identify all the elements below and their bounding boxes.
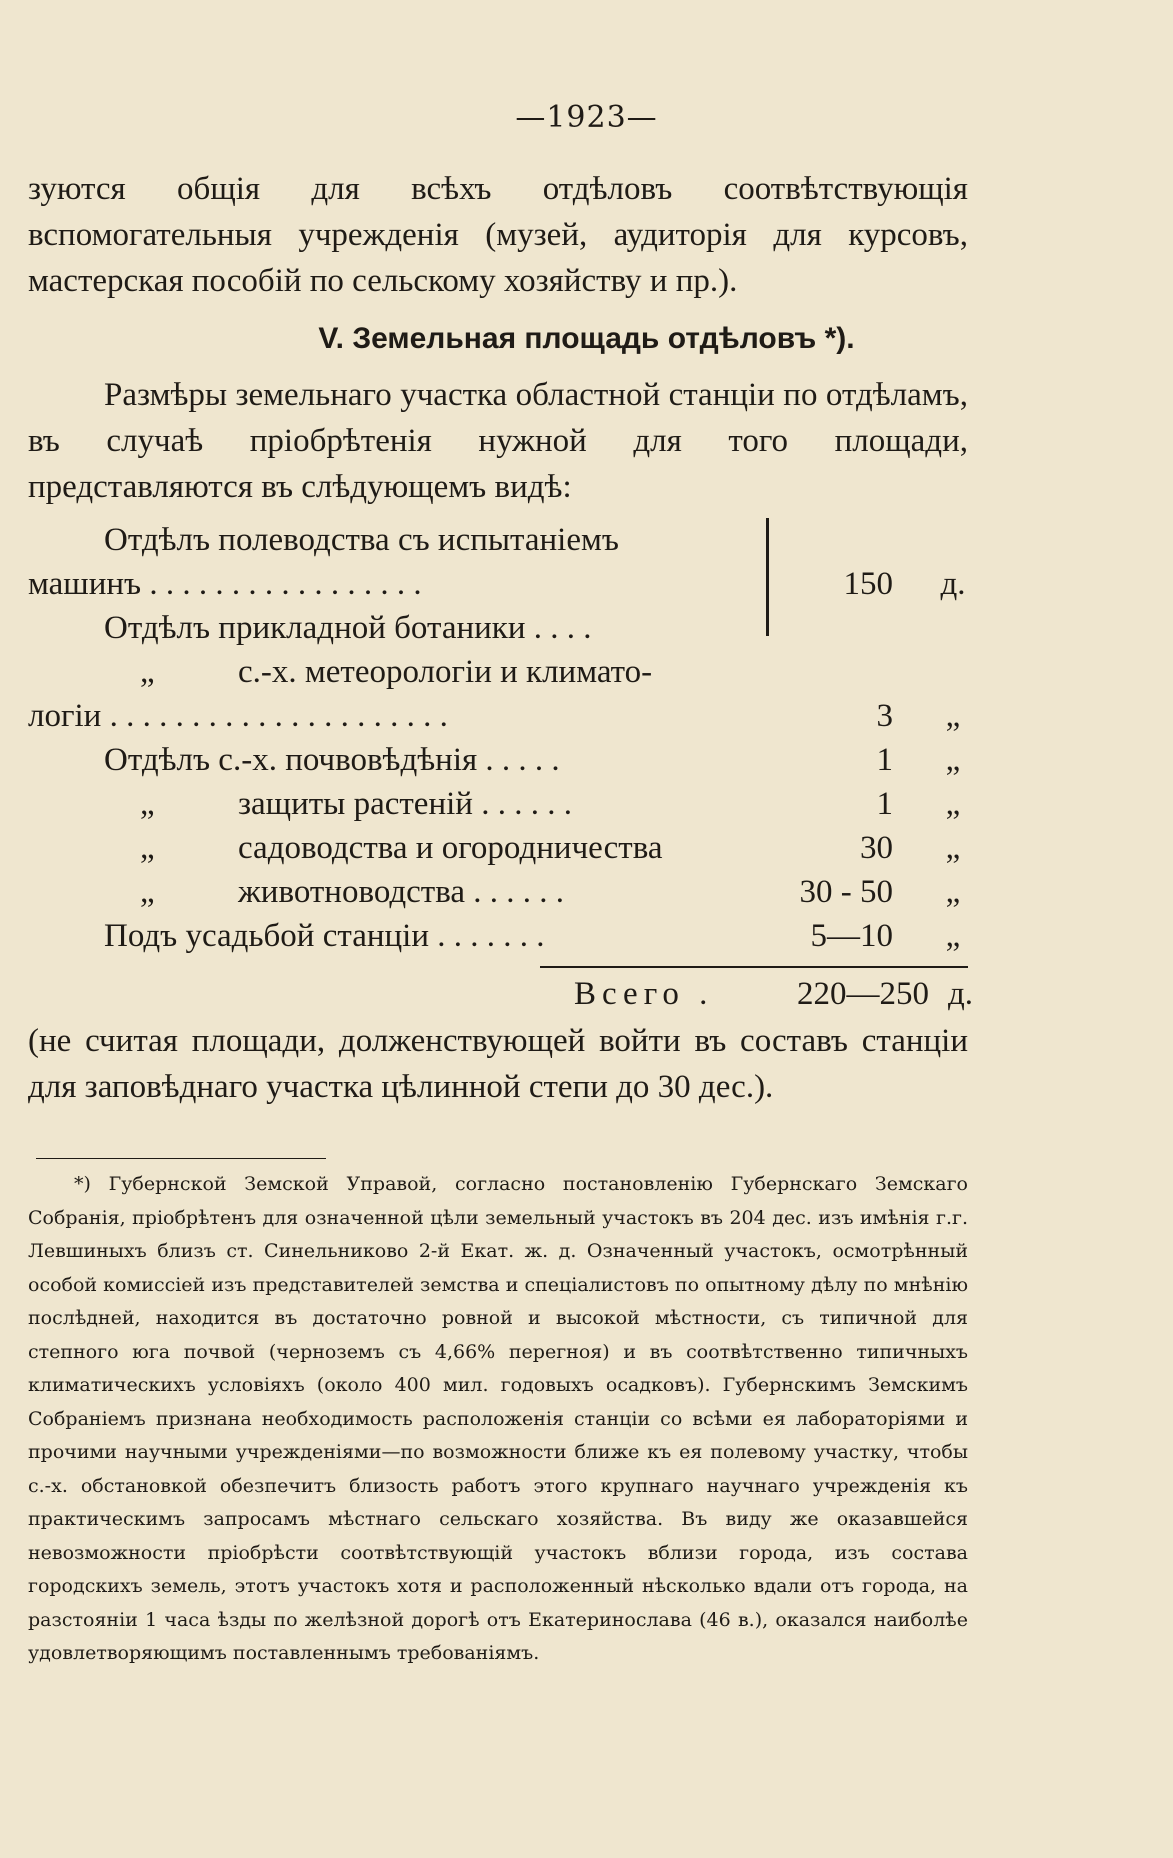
ditto-mark: „ <box>140 874 155 910</box>
row-unit: д. <box>940 566 966 602</box>
row-label: животноводства . . . . . . <box>238 874 565 910</box>
table-row <box>28 738 973 782</box>
total-amount: 220—250 <box>797 976 929 1012</box>
table-row <box>28 694 973 738</box>
table-row <box>28 650 973 694</box>
ditto-mark: „ <box>140 654 155 690</box>
note-paragraph: (не считая площади, долженствующей войти въ составъ станціи для заповѣднаго участка цѣлинной степи до 30 дес.). <box>28 1023 968 1105</box>
row-unit: „ <box>945 830 961 866</box>
footnote-rule <box>36 1158 326 1159</box>
row-amount: 150 <box>843 566 893 602</box>
table-row <box>28 518 973 562</box>
page-number: —1923— <box>515 100 658 135</box>
footnote: *) Губернской Земской Управой, согласно постановленію Губернскаго Земскаго Собранія, пріобрѣтенъ для означенной цѣли земельный участокъ въ 204 дес. изъ имѣнія г.г. Левшиныхъ близъ ст. Синельниково 2-й Екат. ж. д. Означенный участокъ, осмотрѣнный особой комиссіей изъ представителей земства и спеціалистовъ по опытному дѣлу по мнѣнію послѣдней, находится въ достаточно ровной и высокой мѣстности, съ типичной для степного юга почвой (черноземъ съ 4,66% перегноя) и въ соотвѣтственно типичныхъ климатическихъ условіяхъ (около 400 мил. годовыхъ осадковъ). Губернскимъ Земскимъ Собраніемъ признана необходимость расположенія станціи со всѣми ея лабораторіями и прочими научными учрежденіями—по возможности ближе къ ея полевому участку, чтобы с.-х. обстановкой обезпечитъ близость работъ этого крупнаго научнаго учрежденія къ практическимъ запросамъ мѣстнаго сельскаго хозяйства. Въ виду же оказавшейся невозможности пріобрѣсти соотвѣтствующій участокъ вблизи города, изъ состава городскихъ земель, этотъ участокъ хотя и расположенный нѣсколько вдали отъ города, на разстояніи 1 часа ѣзды по желѣзной дорогѣ отъ Екатеринослава (46 в.), оказался наиболѣе удовлетворяющимъ поставленнымъ требованіямъ. <box>28 1173 968 1664</box>
row-label: Отдѣлъ с.-х. почвовѣдѣнія . . . . . <box>104 742 560 778</box>
area-paragraph: Размѣры земельнаго участка областной станціи по отдѣламъ, въ случаѣ пріобрѣтенія нужной для того площади, представляются въ слѣдующемъ видѣ: <box>28 377 968 505</box>
row-amount: 30 <box>860 830 893 866</box>
table-row <box>28 826 973 870</box>
row-label: Отдѣлъ прикладной ботаники . . . . <box>104 610 592 646</box>
row-label: логіи . . . . . . . . . . . . . . . . . . . . . <box>28 698 448 734</box>
row-amount: 30 - 50 <box>799 874 893 910</box>
table-row <box>28 914 973 958</box>
grouping-brace <box>766 518 773 636</box>
row-amount: 3 <box>876 698 893 734</box>
row-label: машинъ . . . . . . . . . . . . . . . . . <box>28 566 422 602</box>
row-unit: „ <box>945 918 961 954</box>
table-row <box>28 606 973 650</box>
row-unit: „ <box>945 742 961 778</box>
table-row <box>28 562 973 606</box>
row-amount: 5—10 <box>810 918 893 954</box>
table-row <box>28 870 973 914</box>
row-label: Отдѣлъ полеводства съ испытаніемъ <box>104 522 619 558</box>
total-label: Всего . <box>574 976 714 1012</box>
row-unit: „ <box>945 874 961 910</box>
ditto-mark: „ <box>140 786 155 822</box>
row-label: Подъ усадьбой станціи . . . . . . . <box>104 918 545 954</box>
ditto-mark: „ <box>140 830 155 866</box>
section-heading: V. Земельная площадь отдѣловъ *). <box>318 322 855 355</box>
row-label: с.-х. метеорологіи и климато- <box>238 654 653 690</box>
total-unit: д. <box>947 976 973 1012</box>
row-unit: „ <box>945 786 961 822</box>
total-rule <box>540 966 968 968</box>
table-row <box>28 782 973 826</box>
intro-paragraph: зуются общія для всѣхъ отдѣловъ соотвѣтствующія вспомогательныя учрежденія (музей, аудиторія для курсовъ, мастерская пособій по сельскому хозяйству и пр.). <box>28 171 968 299</box>
row-label: защиты растеній . . . . . . <box>238 786 572 822</box>
row-label: садоводства и огородничества <box>238 830 663 866</box>
total-row <box>28 972 973 1016</box>
row-amount: 1 <box>876 786 893 822</box>
row-unit: „ <box>945 698 961 734</box>
row-amount: 1 <box>876 742 893 778</box>
